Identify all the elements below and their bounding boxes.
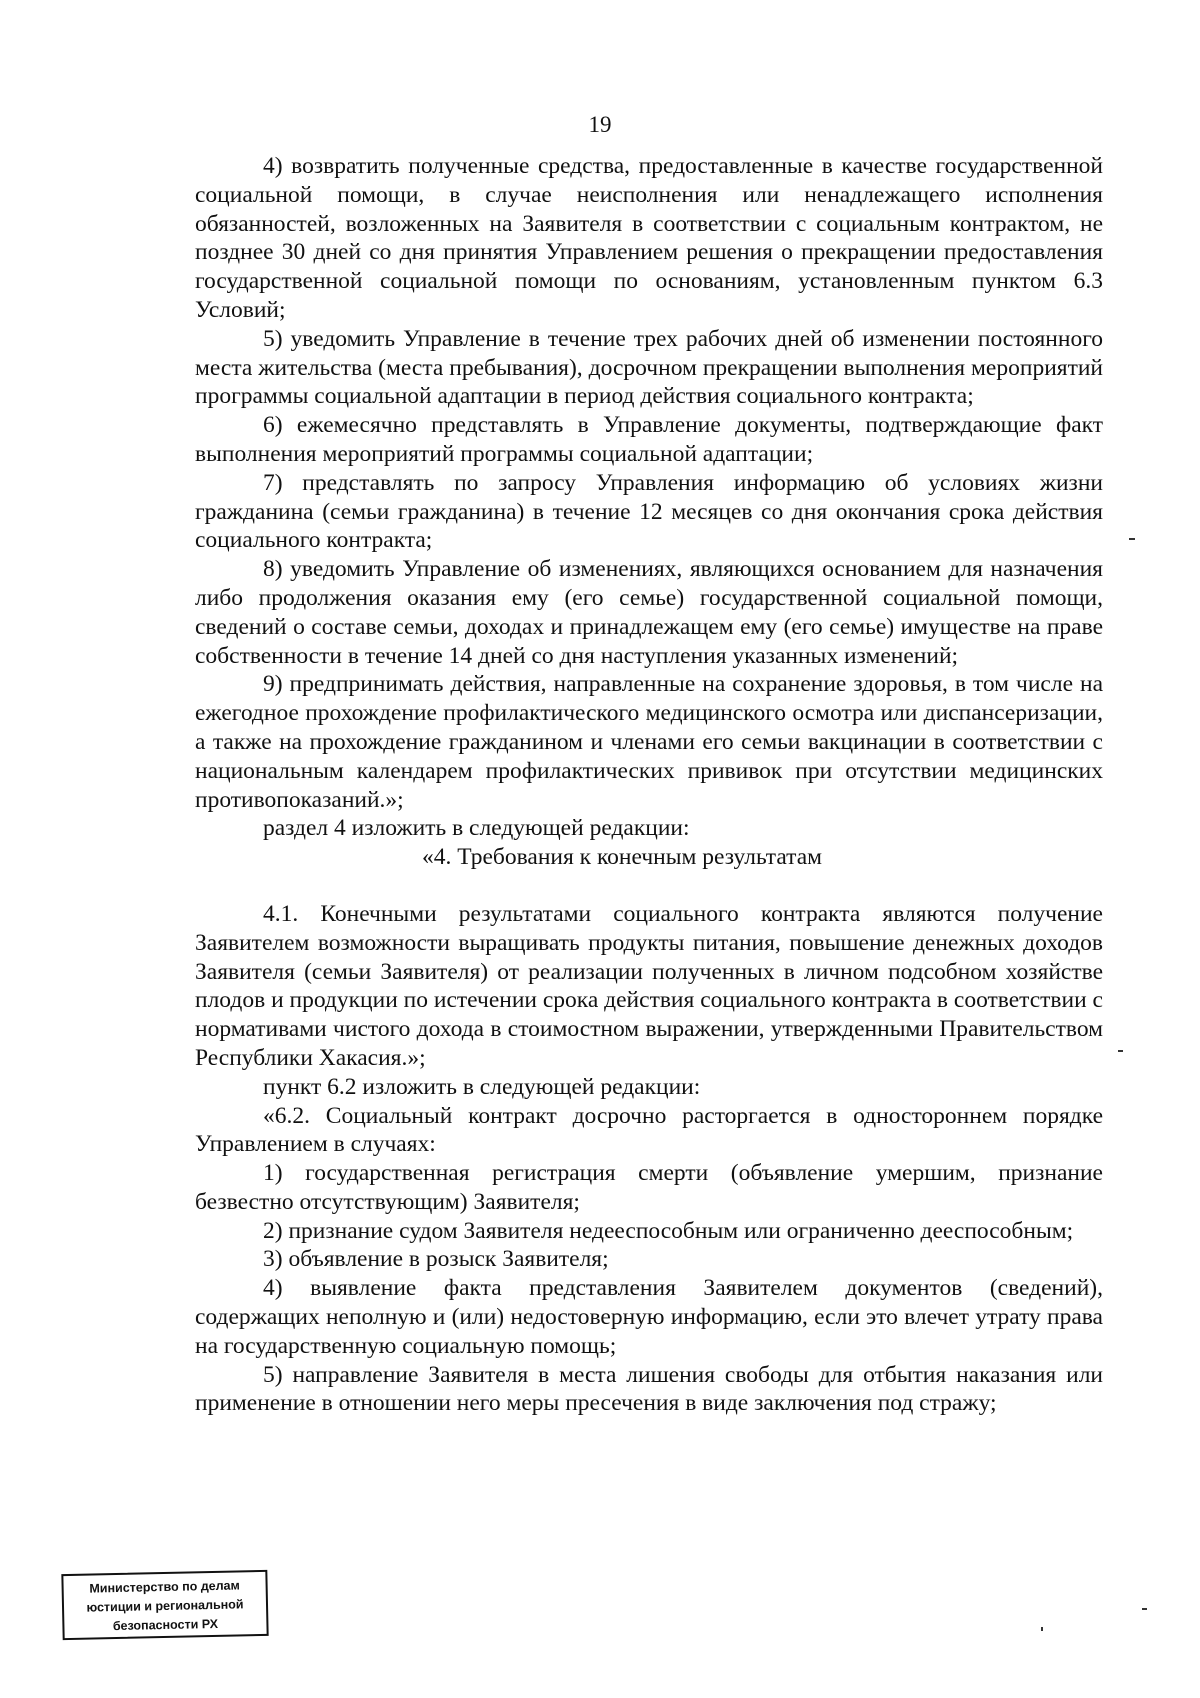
- case-item-2: 2) признание судом Заявителя недееспособным или ограниченно дееспособным;: [263, 1217, 1074, 1244]
- paragraph-item-6: 6) ежемесячно представлять в Управление документы, подтверждающие факт выполнения мероприятий программы социальной адаптации;: [195, 412, 1103, 467]
- clause-6-2-intro: пункт 6.2 изложить в следующей редакции:: [263, 1073, 701, 1100]
- paragraph-item-7: 7) представлять по запросу Управления информацию об условиях жизни гражданина (семьи гражданина) в течение 12 месяцев со дня окончания срока действия социального контракта;: [195, 469, 1103, 554]
- section-4-intro: раздел 4 изложить в следующей редакции:: [263, 815, 690, 842]
- stamp-line: юстиции и региональной: [86, 1597, 244, 1615]
- paragraph-6-2: «6.2. Социальный контракт досрочно расторгается в одностороннем порядке Управлением в случаях:: [195, 1102, 1103, 1158]
- paragraph-item-8: 8) уведомить Управление об изменениях, являющихся основанием для назначения либо продолжения оказания ему (его семье) государственной социальной помощи, сведений о составе семьи, доходах и принадлежащем ему (его семье) имуществе на праве собственности в течение 14 дней со дня наступления указанных изменений;: [195, 556, 1103, 669]
- stamp-line: безопасности РХ: [112, 1616, 219, 1634]
- page-number: 19: [588, 112, 612, 137]
- case-item-4: 4) выявление факта представления Заявителем документов (сведений), содержащих неполную и (или) недостоверную информацию, если это влечет утрату права на государственную социальную помощь;: [195, 1275, 1103, 1359]
- document-body: [195, 152, 1103, 1418]
- paragraph-4-1: 4.1. Конечными результатами социального контракта являются получение Заявителем возможности выращивать продукты питания, повышение денежных доходов Заявителя (семьи Заявителя) от реализации полученных в личном подсобном хозяйстве плодов и продукции по истечении срока действия социального контракта в соответствии с нормативами чистого дохода в стоимостном выражении, утвержденными Правительством Республики Хакасия.»;: [195, 900, 1103, 1071]
- scan-speck: [1129, 538, 1135, 540]
- paragraph-item-9: 9) предпринимать действия, направленные на сохранение здоровья, в том числе на ежегодное прохождение профилактического медицинского осмотра или диспансеризации, а также на прохождение гражданином и членами его семьи вакцинации в соответствии с национальным календарем профилактических прививок при отсутствии медицинских противопоказаний.»;: [195, 671, 1103, 813]
- case-item-3: 3) объявление в розыск Заявителя;: [263, 1246, 609, 1273]
- scan-speck: [1142, 1608, 1147, 1610]
- section-4-heading: «4. Требования к конечным результатам: [422, 844, 823, 871]
- scan-speck: [1118, 1050, 1123, 1052]
- scan-speck: [1041, 1627, 1043, 1631]
- paragraph-item-4: 4) возвратить полученные средства, предоставленные в качестве государственной социальной помощи, в случае неисполнения или ненадлежащего исполнения обязанностей, возложенных на Заявителя в соответствии с социальным контрактом, не позднее 30 дней со дня принятия Управлением решения о прекращении предоставления государственной социальной помощи по основаниям, установленным пунктом 6.3 Условий;: [195, 153, 1103, 323]
- paragraph-item-5: 5) уведомить Управление в течение трех рабочих дней об изменении постоянного места жительства (места пребывания), досрочном прекращении выполнения мероприятий программы социальной адаптации в период действия социального контракта;: [195, 325, 1103, 410]
- case-item-1: 1) государственная регистрация смерти (объявление умершим, признание безвестно отсутствующим) Заявителя;: [195, 1160, 1103, 1215]
- stamp-line: Министерство по делам: [89, 1578, 240, 1596]
- ministry-stamp: [61, 1570, 268, 1640]
- case-item-5: 5) направление Заявителя в места лишения свободы для отбытия наказания или применение в отношении него меры пресечения в виде заключения под стражу;: [195, 1361, 1103, 1417]
